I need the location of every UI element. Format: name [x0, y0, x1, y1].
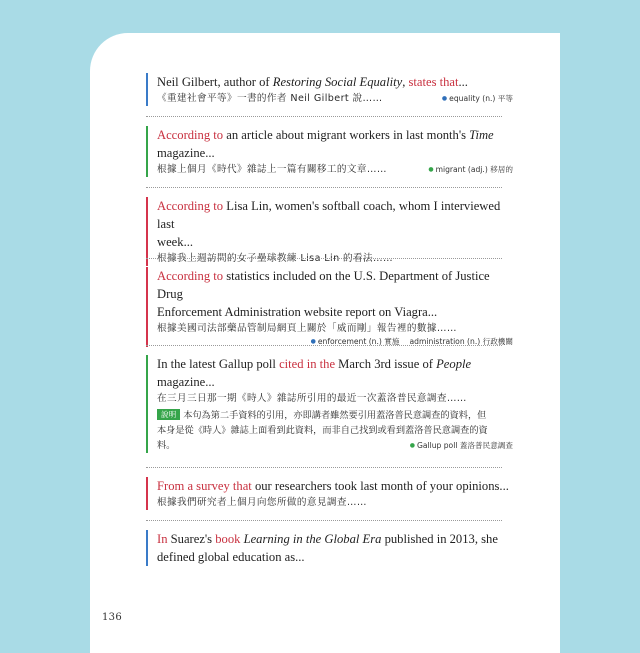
- entry-6-en: From a survey that our researchers took last month of your opinions...: [157, 479, 509, 493]
- entry-5-vocab: ● Gallup poll 蓋洛普民意調查: [409, 441, 513, 450]
- entry-1-vocab: ● equality (n.) 平等: [441, 94, 513, 103]
- entry-4-zh: 根據美國司法部藥品管制局網頁上關於「威而剛」報告裡的數據……: [157, 323, 457, 334]
- entry-3-en: According to Lisa Lin, women's softball coach, whom I interviewed last week...: [157, 199, 501, 249]
- entry-3-zh: 根據我上週訪問的女子壘球教練 Lisa Lin 的看法……: [157, 253, 394, 264]
- divider: [146, 116, 502, 117]
- entry-6: [146, 477, 513, 510]
- bullet-icon: ●: [441, 95, 448, 102]
- entry-4-vocab: ● enforcement (n.) 實施 administration (n.) 行政機關: [310, 337, 513, 346]
- entry-4: [146, 267, 513, 347]
- entry-5-zh: 在三月三日那一期《時人》雜誌所引用的最近一次蓋洛普民意調查……: [157, 393, 467, 404]
- entry-5: [146, 355, 513, 453]
- bullet-icon: ●: [428, 166, 434, 173]
- entry-5-en: In the latest Gallup poll cited in the March 3rd issue of People magazine...: [157, 357, 472, 389]
- bullet-icon: ●: [409, 442, 415, 449]
- bullet-icon: ●: [310, 338, 316, 345]
- entry-2-vocab: ● migrant (adj.) 移居的: [428, 165, 513, 174]
- entry-2-en: According to an article about migrant workers in last month's Time magazine...: [157, 128, 494, 160]
- page-number: 136: [102, 612, 122, 623]
- entry-2: [146, 126, 513, 177]
- entry-1: [146, 73, 513, 106]
- entry-2-zh: 根據上個月《時代》雜誌上一篇有關移工的文章……: [157, 164, 387, 175]
- divider: [146, 467, 502, 468]
- entry-3: [146, 197, 513, 266]
- entry-1-zh: 《重建社會平等》一書的作者 Neil Gilbert 說……: [157, 93, 383, 104]
- note-label: 說明: [157, 409, 180, 420]
- entry-7: [146, 530, 513, 566]
- entry-4-en: According to statistics included on the U.S. Department of Justice Drug Enforcement Administration website report on Viagra...: [157, 269, 490, 319]
- entry-5-note: 說明 本句為第二手資料的引用，亦即講者雖然要引用蓋洛普民意調查的資料，但 本身是從《時人》雜誌上面看到此資料，而非自己找到或看到蓋洛普民意調查的資 料。 ● Gallup poll 蓋洛普民意調查: [157, 410, 513, 451]
- entry-1-en: Neil Gilbert, author of Restoring Social Equality, states that...: [157, 75, 468, 89]
- divider: [146, 345, 502, 346]
- entry-7-en: In Suarez's book Learning in the Global Era published in 2013, she defined global education as...: [157, 532, 498, 564]
- divider: [146, 258, 502, 259]
- divider: [146, 187, 502, 188]
- entry-6-zh: 根據我們研究者上個月向您所做的意見調查……: [157, 497, 367, 508]
- divider: [146, 520, 502, 521]
